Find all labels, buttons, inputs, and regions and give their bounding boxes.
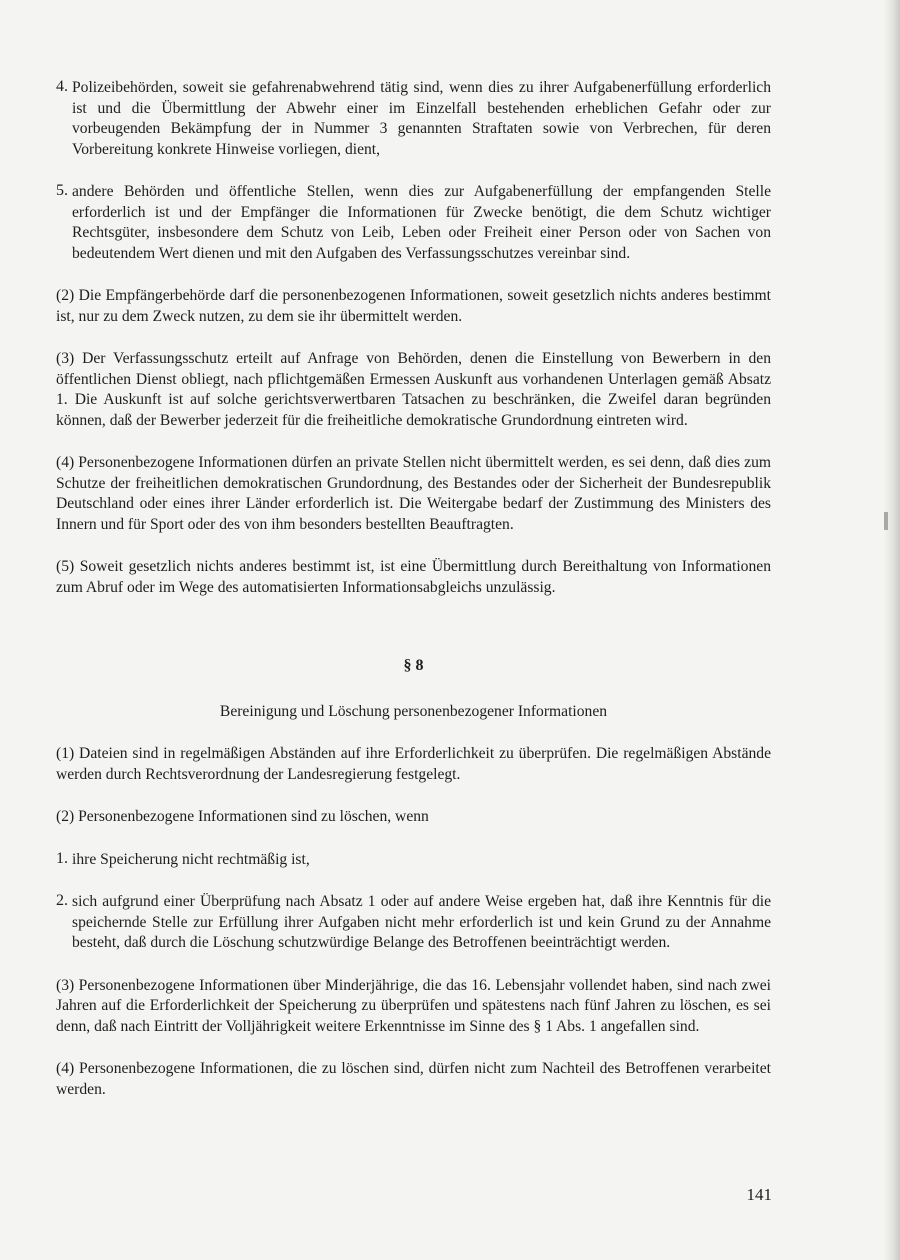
paragraph-5: (5) Soweit gesetzlich nichts anderes bestimmt ist, ist eine Übermittlung durch Bereithaltung von Informationen zum Abruf oder im Wege des automatisierten Informationsabgleichs unzulässig. [56, 558, 771, 596]
document-body [56, 78, 771, 1100]
paragraph-2: (2) Die Empfängerbehörde darf die personenbezogenen Informationen, soweit gesetzlich nichts anderes bestimmt ist, nur zu dem Zweck nutzen, zu dem sie ihr übermittelt werden. [56, 287, 771, 325]
list-item-1 [56, 850, 771, 871]
list-item-5 [56, 182, 771, 264]
page-number: 141 [746, 1185, 772, 1204]
page-edge-shadow [884, 0, 900, 1260]
list-item-2 [56, 892, 771, 954]
section-number: § 8 [403, 657, 424, 674]
list-item-text: ihre Speicherung nicht rechtmäßig ist, [72, 850, 310, 868]
paragraph-8-1: (1) Dateien sind in regelmäßigen Abständen auf ihre Erforderlichkeit zu überprüfen. Die regelmäßigen Abstände werden durch Rechtsverordnung der Landesregierung festgelegt. [56, 745, 771, 783]
paragraph-8-4: (4) Personenbezogene Informationen, die zu löschen sind, dürfen nicht zum Nachteil des Betroffenen verarbeitet werden. [56, 1060, 771, 1098]
list-item-text: Polizeibehörden, soweit sie gefahrenabwehrend tätig sind, wenn dies zu ihrer Aufgabenerfüllung erforderlich ist und die Übermittlung der Abwehr einer im Einzelfall bestehenden erheblichen Gefahr oder zur vorbeugenden Bekämpfung der in Nummer 3 genannten Straftaten sowie von Verbrechen, für deren Vorbereitung konkrete Hinweise vorliegen, dient, [72, 79, 771, 158]
list-item-text: andere Behörden und öffentliche Stellen, wenn dies zur Aufgabenerfüllung der empfangenden Stelle erforderlich ist und der Empfänger die Informationen für Zwecke benötigt, die dem Schutz wichtiger Rechtsgüter, insbesondere dem Schutz von Leib, Leben oder Freiheit einer Person oder von Sachen von bedeutendem Wert dienen und mit den Aufgaben des Verfassungsschutzes vereinbar sind. [72, 183, 771, 262]
list-item-number: 4. [56, 78, 68, 95]
list-item-number: 2. [56, 892, 68, 909]
list-item-4 [56, 78, 771, 160]
paragraph-4: (4) Personenbezogene Informationen dürfen an private Stellen nicht übermittelt werden, es sei denn, daß dies zum Schutze der freiheitlichen demokratischen Grundordnung, des Bestandes oder der Sicherheit der Bundesrepublik Deutschland oder eines ihrer Länder erforderlich ist. Die Weitergabe bedarf der Zustimmung des Ministers des Innern und für Sport oder des von ihm besonders bestellten Beauftragten. [56, 454, 771, 533]
paragraph-8-3: (3) Personenbezogene Informationen über Minderjährige, die das 16. Lebensjahr vollendet haben, sind nach zwei Jahren auf die Erforderlichkeit der Speicherung zu überprüfen und spätestens nach fünf Jahren zu löschen, es sei denn, daß nach Eintritt der Volljährigkeit weitere Erkenntnisse im Sinne des § 1 Abs. 1 angefallen sind. [56, 976, 771, 1035]
paragraph-3: (3) Der Verfassungsschutz erteilt auf Anfrage von Behörden, denen die Einstellung von Bewerbern in den öffentlichen Dienst obliegt, nach pflichtgemäßen Ermessen Auskunft aus vorhandenen Unterlagen gemäß Absatz 1. Die Auskunft ist auf solche gerichtsverwertbaren Tatsachen zu beschränken, die Zweifel daran begründen können, daß der Bewerber jederzeit für die freiheitliche demokratische Grundordnung eintreten wird. [56, 350, 771, 429]
section-heading: Bereinigung und Löschung personenbezogener Informationen [219, 703, 608, 720]
list-item-text: sich aufgrund einer Überprüfung nach Absatz 1 oder auf andere Weise ergeben hat, daß ihre Kenntnis für die speichernde Stelle zur Erfüllung ihrer Aufgaben nicht mehr erforderlich ist und kein Grund zu der Annahme besteht, daß durch die Löschung schutzwürdige Belange des Betroffenen beeinträchtigt werden. [72, 893, 771, 951]
list-item-number: 1. [56, 849, 68, 867]
list-item-number: 5. [56, 182, 68, 199]
page-edge-mark [884, 512, 888, 530]
paragraph-8-2: (2) Personenbezogene Informationen sind zu löschen, wenn [56, 808, 429, 825]
